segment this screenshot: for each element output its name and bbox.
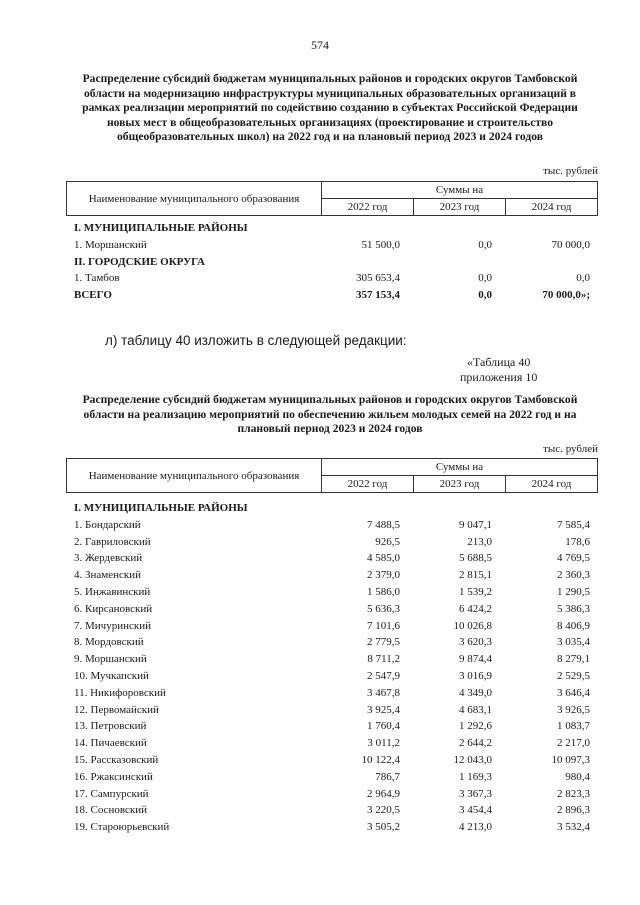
- table-bottom-rows: [70, 500, 602, 836]
- row-name: II. ГОРОДСКИЕ ОКРУГА: [74, 255, 205, 268]
- row-value-2022: 1 586,0: [367, 585, 400, 598]
- row-value-2024: 3 926,5: [557, 703, 590, 716]
- row-name: 18. Сосновский: [74, 804, 148, 817]
- row-name: 15. Рассказовский: [74, 753, 159, 766]
- row-value-2024: 2 529,5: [557, 669, 590, 682]
- table-row: [70, 735, 602, 752]
- row-value-2022: 926,5: [375, 535, 400, 548]
- row-value-2023: 3 620,3: [459, 636, 492, 649]
- row-value-2024: 5 386,3: [557, 602, 590, 615]
- row-value-2024: 2 360,3: [557, 569, 590, 582]
- row-name: 16. Ржаксинский: [74, 770, 153, 783]
- row-value-2023: 0,0: [478, 289, 492, 302]
- table-label: [460, 355, 537, 385]
- row-name: 6. Кирсановский: [74, 602, 153, 615]
- row-value-2022: 5 636,3: [367, 602, 400, 615]
- table-label-line1: «Таблица 40: [467, 355, 531, 369]
- table-row: [70, 685, 602, 702]
- row-value-2022: 2 779,5: [367, 636, 400, 649]
- row-value-2022: 305 653,4: [356, 272, 400, 285]
- row-value-2022: 1 760,4: [367, 720, 400, 733]
- row-value-2024: 980,4: [565, 770, 590, 783]
- table-top-units: тыс. рублей: [543, 165, 598, 177]
- row-value-2022: 3 011,2: [367, 737, 400, 750]
- row-value-2022: 2 547,9: [367, 669, 400, 682]
- table-row: [70, 769, 602, 786]
- table-row: [70, 517, 602, 534]
- row-name: 12. Первомайский: [74, 703, 159, 716]
- table-row: [70, 752, 602, 769]
- table-bottom-title: Распределение субсидий бюджетам муниципальных районов и городских округов Тамбовской области на реализацию мероприятий по обеспечению жильем молодых семей на 2022 год и на плановый период 2023 и 2024 годов: [82, 393, 578, 436]
- row-name: 5. Инжавинский: [74, 585, 151, 598]
- table-top-title: Распределение субсидий бюджетам муниципальных районов и городских округов Тамбовской области на модернизацию инфраструктуры муниципальных образовательных организаций в рамках реализации мероприятий по содействию созданию в субъектах Российской Федерации новых мест в общеобразовательных организациях (проектирование и строительство общеобразовательных школ) на 2022 год и на плановый период 2023 и 2024 годов: [82, 72, 578, 144]
- row-name: 11. Никифоровский: [74, 686, 166, 699]
- row-value-2022: 2 964,9: [367, 787, 400, 800]
- header-year-2024: 2024 год: [506, 476, 598, 493]
- row-value-2023: 4 349,0: [459, 686, 492, 699]
- row-value-2024: 3 532,4: [557, 821, 590, 834]
- row-value-2023: 213,0: [467, 535, 492, 548]
- table-top-header: [66, 181, 598, 216]
- row-name: 17. Сампурский: [74, 787, 149, 800]
- row-name: 1. Тамбов: [74, 272, 120, 285]
- table-label-line2: приложения 10: [460, 370, 538, 384]
- header-year-2022: 2022 год: [322, 199, 414, 216]
- row-name: 14. Пичаевский: [74, 737, 147, 750]
- row-value-2024: 3 035,4: [557, 636, 590, 649]
- row-value-2023: 6 424,2: [459, 602, 492, 615]
- row-value-2023: 9 874,4: [459, 653, 492, 666]
- header-year-2024: 2024 год: [506, 199, 598, 216]
- row-value-2023: 1 539,2: [459, 585, 492, 598]
- row-value-2022: 3 925,4: [367, 703, 400, 716]
- row-value-2024: 2 217,0: [557, 737, 590, 750]
- row-name: 3. Жердевский: [74, 552, 143, 565]
- row-value-2024: 178,6: [565, 535, 590, 548]
- table-row: [70, 702, 602, 719]
- header-name-cell: Наименование муниципального образования: [67, 459, 322, 493]
- table-row: [70, 651, 602, 668]
- row-name: 19. Староюрьевский: [74, 821, 170, 834]
- row-value-2024: 8 406,9: [557, 619, 590, 632]
- row-name: 13. Петровский: [74, 720, 147, 733]
- row-value-2024: 8 279,1: [557, 653, 590, 666]
- row-name: I. МУНИЦИПАЛЬНЫЕ РАЙОНЫ: [74, 222, 248, 234]
- row-value-2022: 7 101,6: [367, 619, 400, 632]
- row-value-2023: 3 016,9: [459, 669, 492, 682]
- row-name: 7. Мичуринский: [74, 619, 151, 632]
- amendment-text: л) таблицу 40 изложить в следующей редакции:: [105, 333, 407, 348]
- table-row: [70, 270, 602, 287]
- row-value-2022: 3 220,5: [367, 804, 400, 817]
- row-name: 9. Моршанский: [74, 653, 147, 666]
- row-value-2024: 2 896,3: [557, 804, 590, 817]
- table-row: [70, 802, 602, 819]
- row-name: I. МУНИЦИПАЛЬНЫЕ РАЙОНЫ: [74, 502, 248, 514]
- row-value-2024: 70 000,0»;: [542, 289, 590, 302]
- row-value-2024: 70 000,0: [551, 238, 590, 251]
- row-value-2024: 2 823,3: [557, 787, 590, 800]
- row-value-2022: 51 500,0: [361, 238, 400, 251]
- table-top-rows: [70, 220, 602, 304]
- row-value-2023: 3 454,4: [459, 804, 492, 817]
- table-row: [70, 287, 602, 304]
- row-value-2023: 3 367,3: [459, 787, 492, 800]
- row-value-2022: 10 122,4: [361, 753, 400, 766]
- row-name: 4. Знаменский: [74, 569, 142, 582]
- row-value-2023: 1 292,6: [459, 720, 492, 733]
- table-row: [70, 668, 602, 685]
- row-value-2023: 9 047,1: [459, 518, 492, 531]
- row-value-2022: 3 467,8: [367, 686, 400, 699]
- table-row: [70, 584, 602, 601]
- row-value-2023: 2 644,2: [459, 737, 492, 750]
- table-row: [70, 618, 602, 635]
- row-value-2022: 7 488,5: [367, 518, 400, 531]
- header-sums-cell: Суммы на: [322, 459, 598, 476]
- row-value-2023: 0,0: [478, 272, 492, 285]
- page-number: 574: [311, 38, 329, 52]
- header-year-2022: 2022 год: [322, 476, 414, 493]
- table-bottom-units: тыс. рублей: [543, 443, 598, 455]
- row-value-2024: 1 290,5: [557, 585, 590, 598]
- table-row: [70, 220, 602, 237]
- row-value-2022: 357 153,4: [356, 289, 400, 302]
- row-name: ВСЕГО: [74, 289, 112, 302]
- row-value-2023: 4 683,1: [459, 703, 492, 716]
- row-value-2024: 1 083,7: [557, 720, 590, 733]
- table-row: [70, 819, 602, 836]
- table-row: [70, 786, 602, 803]
- table-row: [70, 254, 602, 271]
- row-value-2023: 5 688,5: [459, 552, 492, 565]
- row-value-2023: 2 815,1: [459, 569, 492, 582]
- table-row: [70, 601, 602, 618]
- row-value-2023: 4 213,0: [459, 821, 492, 834]
- table-row: [70, 534, 602, 551]
- header-year-2023: 2023 год: [414, 199, 506, 216]
- table-row: [70, 718, 602, 735]
- row-value-2024: 0,0: [576, 272, 590, 285]
- row-name: 10. Мучкапский: [74, 669, 149, 682]
- row-value-2023: 1 169,3: [459, 770, 492, 783]
- row-value-2023: 10 026,8: [453, 619, 492, 632]
- header-sums-cell: Суммы на: [322, 182, 598, 199]
- row-name: 1. Моршанский: [74, 238, 147, 251]
- row-value-2022: 8 711,2: [367, 653, 400, 666]
- header-name-cell: Наименование муниципального образования: [67, 182, 322, 216]
- table-row: [70, 237, 602, 254]
- row-value-2022: 786,7: [375, 770, 400, 783]
- row-value-2023: 0,0: [478, 238, 492, 251]
- row-value-2024: 3 646,4: [557, 686, 590, 699]
- row-name: 8. Мордовский: [74, 636, 144, 649]
- row-name: 1. Бондарский: [74, 518, 141, 531]
- row-value-2024: 10 097,3: [551, 753, 590, 766]
- table-row: [70, 567, 602, 584]
- table-row: [70, 500, 602, 517]
- row-value-2022: 4 585,0: [367, 552, 400, 565]
- row-value-2024: 7 585,4: [557, 518, 590, 531]
- header-year-2023: 2023 год: [414, 476, 506, 493]
- row-value-2022: 2 379,0: [367, 569, 400, 582]
- row-name: 2. Гавриловский: [74, 535, 151, 548]
- row-value-2022: 3 505,2: [367, 821, 400, 834]
- row-value-2023: 12 043,0: [453, 753, 492, 766]
- table-row: [70, 550, 602, 567]
- row-value-2024: 4 769,5: [557, 552, 590, 565]
- table-bottom-header: [66, 458, 598, 493]
- table-row: [70, 634, 602, 651]
